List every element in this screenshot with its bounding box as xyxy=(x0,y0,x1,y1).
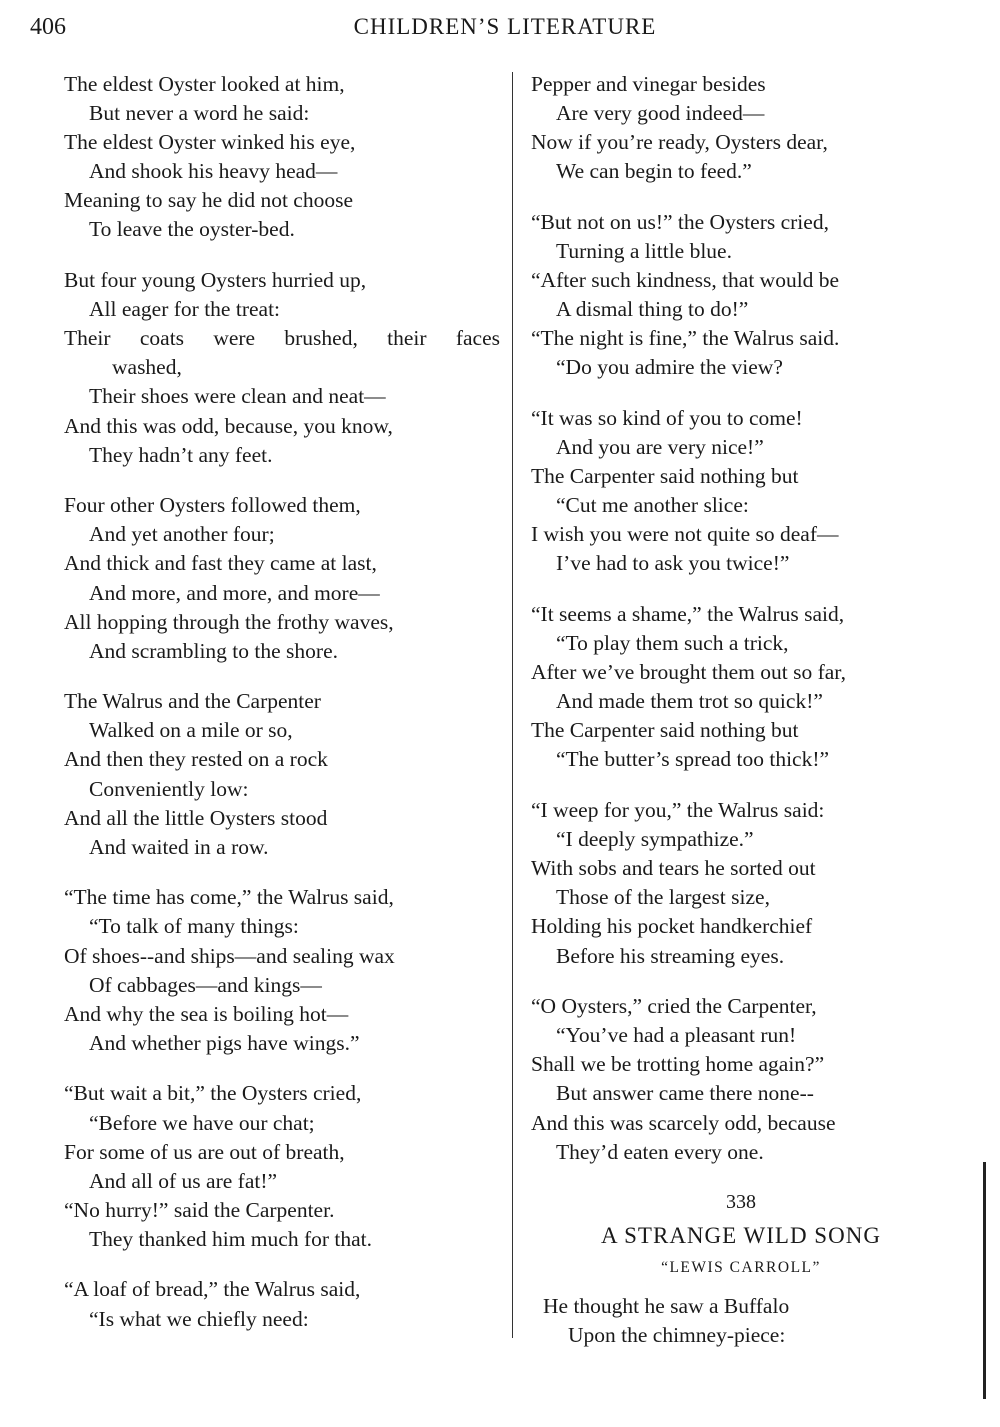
stanza xyxy=(531,600,951,775)
verse-line: “The time has come,” the Walrus said, xyxy=(64,885,394,910)
verse-line: And waited in a row. xyxy=(89,834,269,859)
poem-title: A STRANGE WILD SONG xyxy=(601,1223,881,1249)
verse-line: The eldest Oyster looked at him, xyxy=(64,72,345,96)
stanza xyxy=(64,266,500,470)
verse-line: For some of us are out of breath, xyxy=(64,1139,345,1164)
column-divider xyxy=(512,72,513,1338)
verse-line: “The butter’s spread too thick!” xyxy=(556,747,830,772)
verse-line: And scrambling to the shore. xyxy=(89,638,338,663)
verse-line: And whether pigs have wings.” xyxy=(89,1030,360,1055)
verse-line: “But wait a bit,” the Oysters cried, xyxy=(64,1081,362,1106)
verse-line: “It was so kind of you to come! xyxy=(531,405,803,430)
verse-line: “The night is fine,” the Walrus said. xyxy=(531,326,840,351)
verse-line: And made them trot so quick!” xyxy=(556,689,823,714)
verse-line: And all of us are fat!” xyxy=(89,1168,278,1193)
verse-line: Upon the chimney-piece: xyxy=(568,1323,786,1348)
verse-line: “After such kindness, that would be xyxy=(531,268,840,293)
verse-line: All eager for the treat: xyxy=(89,297,281,322)
left-column xyxy=(64,70,500,1355)
verse-line: The Carpenter said nothing but xyxy=(531,718,799,743)
stanza xyxy=(64,70,500,245)
verse-line: The eldest Oyster winked his eye, xyxy=(64,130,356,155)
verse-line: To leave the oyster-bed. xyxy=(89,217,295,242)
verse-line: “It seems a shame,” the Walrus said, xyxy=(531,602,845,626)
verse-line: Those of the largest size, xyxy=(556,885,770,910)
verse-line: Pepper and vinegar besides xyxy=(531,72,766,96)
verse-line: “Cut me another slice: xyxy=(556,493,749,518)
poem-number: 338 xyxy=(726,1191,756,1214)
running-head: CHILDREN’S LITERATURE xyxy=(353,14,657,39)
verse-line: We can begin to feed.” xyxy=(556,159,752,184)
verse-line: All hopping through the frothy waves, xyxy=(64,609,394,634)
verse-line: The Carpenter said nothing but xyxy=(531,464,799,489)
verse-line: Are very good indeed— xyxy=(556,101,765,126)
verse-line: And all the little Oysters stood xyxy=(64,805,328,830)
poem-opening xyxy=(531,1292,951,1350)
verse-line: “A loaf of bread,” the Walrus said, xyxy=(64,1277,361,1302)
verse-line: With sobs and tears he sorted out xyxy=(531,856,816,881)
verse-line: “Do you admire the view? xyxy=(556,355,783,380)
poem-author: “LEWIS CARROLL” xyxy=(661,1259,821,1277)
verse-line: Their coats were brushed, their faces xyxy=(64,326,500,351)
stanza xyxy=(64,1079,500,1254)
verse-line: I wish you were not quite so deaf— xyxy=(531,522,839,547)
verse-line: Holding his pocket handkerchief xyxy=(531,914,813,939)
stanza xyxy=(64,687,500,862)
verse-line: They thanked him much for that. xyxy=(89,1226,373,1251)
stanza xyxy=(64,883,500,1058)
verse-line: Conveniently low: xyxy=(89,776,249,801)
verse-line: “You’ve had a pleasant run! xyxy=(556,1023,797,1048)
verse-line: And more, and more, and more— xyxy=(89,580,380,605)
verse-line: And shook his heavy head— xyxy=(89,159,338,184)
stanza xyxy=(531,70,951,186)
verse-line: They’d eaten every one. xyxy=(556,1139,764,1164)
verse-line: And you are very nice!” xyxy=(556,435,764,460)
verse-line: A dismal thing to do!” xyxy=(556,297,749,322)
verse-line: And this was odd, because, you know, xyxy=(64,413,393,438)
verse-line: And then they rested on a rock xyxy=(64,747,328,772)
right-column xyxy=(531,70,951,1351)
verse-line: “Is what we chiefly need: xyxy=(89,1306,309,1331)
verse-line: “I weep for you,” the Walrus said: xyxy=(531,798,825,823)
verse-line: washed, xyxy=(112,355,182,380)
page-edge-rule xyxy=(983,1162,986,1399)
verse-line: But never a word he said: xyxy=(89,101,310,126)
page-number: 406 xyxy=(30,14,66,40)
stanza xyxy=(531,992,951,1167)
stanza xyxy=(531,208,951,383)
verse-line: But four young Oysters hurried up, xyxy=(64,268,367,293)
verse-line: I’ve had to ask you twice!” xyxy=(556,551,790,576)
verse-line: Shall we be trotting home again?” xyxy=(531,1052,825,1077)
verse-line: Before his streaming eyes. xyxy=(556,943,785,968)
stanza xyxy=(64,491,500,666)
stanza xyxy=(64,1275,500,1333)
verse-line: “Before we have our chat; xyxy=(89,1110,315,1135)
stanza xyxy=(531,796,951,971)
verse-line: And thick and fast they came at last, xyxy=(64,551,377,576)
verse-line: Of shoes--and ships—and sealing wax xyxy=(64,943,395,968)
verse-line: Turning a little blue. xyxy=(556,238,732,263)
verse-line: Walked on a mile or so, xyxy=(89,718,293,743)
verse-line: “To play them such a trick, xyxy=(556,631,789,656)
verse-line: Their shoes were clean and neat— xyxy=(89,384,386,409)
verse-line: “No hurry!” said the Carpenter. xyxy=(64,1197,335,1222)
verse-line: Meaning to say he did not choose xyxy=(64,188,354,213)
stanza xyxy=(531,404,951,579)
verse-line: “O Oysters,” cried the Carpenter, xyxy=(531,994,817,1019)
verse-line: But answer came there none-- xyxy=(556,1081,814,1106)
verse-line: “I deeply sympathize.” xyxy=(556,827,754,852)
verse-line: After we’ve brought them out so far, xyxy=(531,660,846,685)
verse-line: He thought he saw a Buffalo xyxy=(543,1294,790,1319)
verse-line: The Walrus and the Carpenter xyxy=(64,689,321,714)
verse-line: Now if you’re ready, Oysters dear, xyxy=(531,130,828,155)
verse-line: Of cabbages—and kings— xyxy=(89,972,322,997)
verse-line: Four other Oysters followed them, xyxy=(64,493,361,518)
verse-line: And why the sea is boiling hot— xyxy=(64,1001,349,1026)
verse-line: “To talk of many things: xyxy=(89,914,299,939)
verse-line: And yet another four; xyxy=(89,522,275,547)
verse-line: They hadn’t any feet. xyxy=(89,442,273,467)
verse-line: “But not on us!” the Oysters cried, xyxy=(531,209,829,234)
verse-line: And this was scarcely odd, because xyxy=(531,1110,836,1135)
